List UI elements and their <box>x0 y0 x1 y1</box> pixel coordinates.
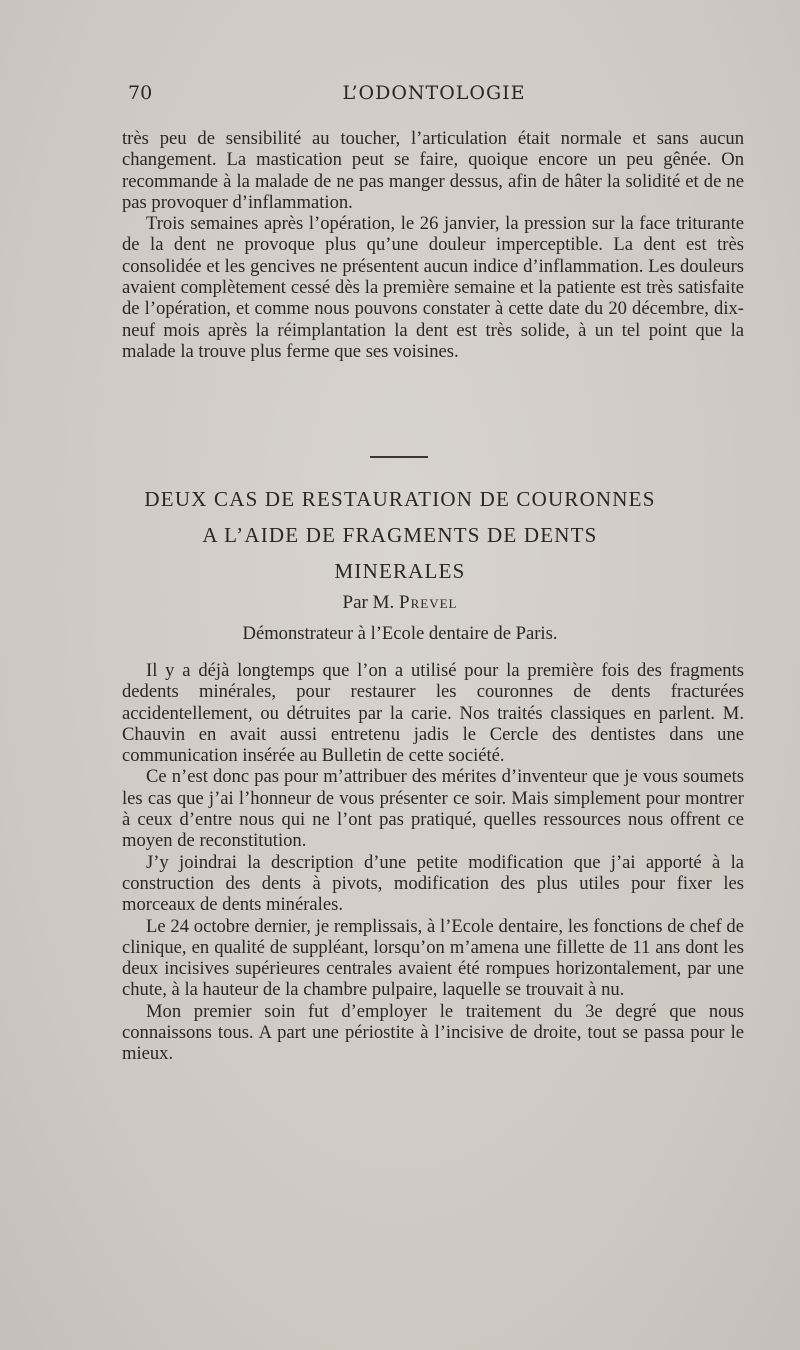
byline <box>110 592 690 614</box>
running-title: L’ODONTOLOGIE <box>342 82 526 104</box>
paragraph: J’y joindrai la description d’une petite modification que j’ai apporté à la construction des dents à pivots, modification des plus utiles pour fixer les morceaux de dents minérales. <box>122 851 744 916</box>
article-body <box>122 660 744 1065</box>
author-name: Prevel <box>399 592 458 613</box>
article-title-line: DEUX CAS DE RESTAURATION DE COURONNES <box>144 487 656 511</box>
author-affiliation: Démonstrateur à l’Ecole dentaire de Paris. <box>242 623 558 644</box>
page-header <box>128 82 740 112</box>
page-number: 70 <box>128 82 153 104</box>
continuation-text <box>122 128 744 362</box>
paragraph: Le 24 octobre dernier, je remplissais, à l’Ecole dentaire, les fonctions de chef de clinique, en qualité de suppléant, lorsqu’on m’amena une fillette de 11 ans dont les deux incisives supérieures centrales avaient été rompues horizontalement, par une chute, à la hauteur de la chambre pulpaire, laquelle se trouvait à nu. <box>122 915 744 1001</box>
paragraph: Il y a déjà longtemps que l’on a utilisé pour la première fois des fragments dedents minérales, pour restaurer les couronnes de dents fracturées accidentellement, ou détruites par la carie. Nos traités classiques en parlent. M. Chauvin en avait aussi entretenu jadis le Cercle des dentistes dans une communication insérée au Bulletin de cette société. <box>122 660 744 767</box>
paragraph: Mon premier soin fut d’employer le traitement du 3e degré que nous connaissons tous. A part une périostite à l’incisive de droite, tout se passa pour le mieux. <box>122 1000 744 1065</box>
paragraph: Trois semaines après l’opération, le 26 janvier, la pression sur la face triturante de la dent ne provoque plus qu’une douleur imperceptible. La dent est très consolidée et les gencives ne présentent aucun indice d’inflammation. Les douleurs avaient complètement cessé dès la première semaine et la patiente est très satisfaite de l’opération, et comme nous pouvons constater à cette date du 20 décembre, dix-neuf mois après la réimplantation la dent est très solide, à un tel point que la malade la trouve plus ferme que ses voisines. <box>122 213 744 362</box>
article-title-line: MINERALES <box>334 559 466 583</box>
paragraph: très peu de sensibilité au toucher, l’articulation était normale et sans aucun changement. La mastication peut se faire, quoique encore un peu gênée. On recommande à la malade de ne pas manger dessus, afin de hâter la solidité et de ne pas provoquer d’inflammation. <box>122 128 744 213</box>
section-divider <box>370 456 428 458</box>
paragraph: Ce n’est donc pas pour m’attribuer des mérites d’inventeur que je vous soumets les cas que j’ai l’honneur de vous présenter ce soir. Mais simplement pour montrer à ceux d’entre nous qui ne l’ont pas pratiqué, quelles ressources nous offrent ce moyen de reconstitution. <box>122 766 744 852</box>
article-title-line: A L’AIDE DE FRAGMENTS DE DENTS <box>202 523 598 547</box>
byline-prefix: Par M. <box>342 592 395 613</box>
